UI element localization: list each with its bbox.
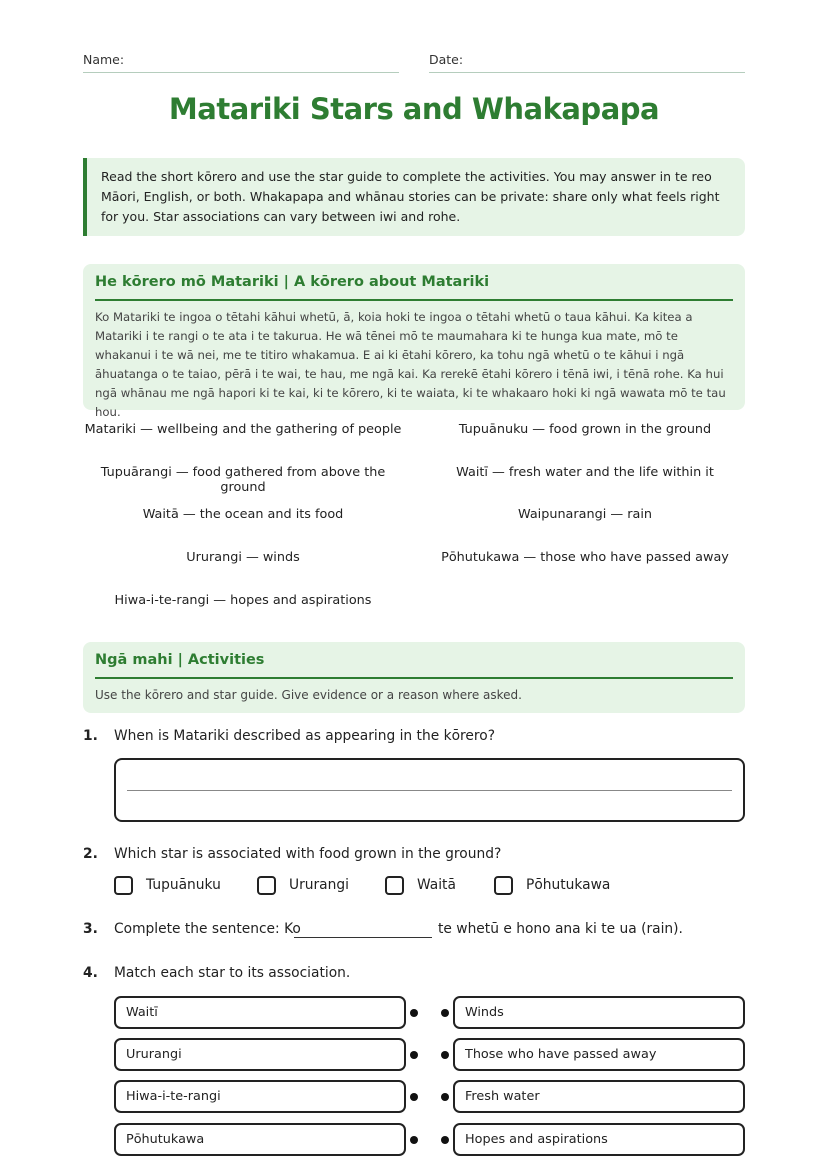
page-title: Matariki Stars and Whakapapa (168, 92, 660, 126)
intro-callout: Read the short kōrero and use the star guide to complete the activities. You may answer in te reo Māori, English, or both. Whakapapa and whānau stories can be private: share only what feels right for you. Star associations can vary between iwi and rohe. (83, 158, 745, 236)
checkbox[interactable] (385, 876, 404, 895)
answer-line (127, 790, 732, 791)
date-label: Date: (429, 52, 464, 67)
question-text-before: Complete the sentence: Ko (114, 921, 301, 937)
choice-label: Pōhutukawa (526, 877, 611, 893)
star-guide-item: Waipunarangi — rain (517, 507, 652, 522)
choice-label: Tupuānuku (146, 877, 221, 893)
question-number: 3. (83, 921, 98, 937)
choice-label: Waitā (417, 877, 456, 893)
korero-card (83, 264, 745, 419)
fill-in-blank[interactable] (294, 937, 432, 938)
match-right-item[interactable]: Those who have passed away (453, 1038, 745, 1071)
date-field[interactable] (429, 52, 745, 73)
activities-card (83, 642, 745, 713)
match-dot-right[interactable] (441, 1136, 449, 1144)
match-dot-left[interactable] (410, 1093, 418, 1101)
checkbox[interactable] (114, 876, 133, 895)
answer-box-q1[interactable] (114, 758, 745, 822)
korero-heading: He kōrero mō Matariki | A kōrero about Matariki (95, 274, 733, 301)
question-text: Which star is associated with food grown in the ground? (114, 846, 502, 862)
name-field[interactable] (83, 52, 399, 73)
match-dot-right[interactable] (441, 1009, 449, 1017)
checkbox[interactable] (494, 876, 513, 895)
match-dot-right[interactable] (441, 1093, 449, 1101)
question-text: Match each star to its association. (114, 965, 351, 981)
match-left-item[interactable]: Hiwa-i-te-rangi (114, 1080, 406, 1113)
star-guide-item: Waitā — the ocean and its food (142, 507, 344, 522)
match-right-item[interactable]: Fresh water (453, 1080, 745, 1113)
star-guide-item: Hiwa-i-te-rangi — hopes and aspirations (114, 593, 372, 608)
star-guide-item: Tupuārangi — food gathered from above the ground (100, 465, 386, 495)
star-guide-item: Tupuānuku — food grown in the ground (458, 422, 712, 437)
match-right-item[interactable]: Hopes and aspirations (453, 1123, 745, 1156)
question-text-after: te whetū e hono ana ki te ua (rain). (438, 921, 683, 937)
name-label: Name: (83, 52, 125, 67)
question-number: 1. (83, 728, 98, 744)
header-fields (83, 52, 745, 74)
checkbox[interactable] (257, 876, 276, 895)
activities-heading: Ngā mahi | Activities (95, 652, 733, 679)
star-guide-item: Matariki — wellbeing and the gathering of people (84, 422, 402, 437)
match-dot-right[interactable] (441, 1051, 449, 1059)
match-dot-left[interactable] (410, 1136, 418, 1144)
match-dot-left[interactable] (410, 1051, 418, 1059)
question-number: 4. (83, 965, 98, 981)
star-guide-item: Ururangi — winds (186, 550, 300, 565)
choice-label: Ururangi (289, 877, 349, 893)
question-number: 2. (83, 846, 98, 862)
star-guide-item: Pōhutukawa — those who have passed away (441, 550, 729, 565)
match-right-item[interactable]: Winds (453, 996, 745, 1029)
korero-text: Ko Matariki te ingoa o tētahi kāhui whetū, ā, koia hoki te ingoa o tētahi whetū o taua kāhui. Ka kitea a Matariki i te rangi o te ata i te takurua. He wā tēnei mō te maumahara ki te hunga kua mate, mō te whakanui i te wā nei, me te titiro whakamua. E ai ki ētahi kōrero, ka tohu ngā whetū o te kāhui i ngā āhuatanga o te taiao, pērā i te wai, te hau, me ngā kai. Ka rerekē ētahi kōrero i tēnā iwi, i tēnā rohe. Ka hui ngā whānau me ngā hapori ki te kai, ki te kōrero, ki te waiata, ki te whakaaro hoki ki ngā wawata mō te tau hou. (95, 310, 726, 419)
question-text: When is Matariki described as appearing in the kōrero? (114, 728, 496, 744)
match-dot-left[interactable] (410, 1009, 418, 1017)
match-left-item[interactable]: Waitī (114, 996, 406, 1029)
star-guide-item: Waitī — fresh water and the life within it (456, 465, 714, 480)
activities-instructions: Use the kōrero and star guide. Give evidence or a reason where asked. (95, 688, 522, 702)
match-left-item[interactable]: Ururangi (114, 1038, 406, 1071)
match-left-item[interactable]: Pōhutukawa (114, 1123, 406, 1156)
